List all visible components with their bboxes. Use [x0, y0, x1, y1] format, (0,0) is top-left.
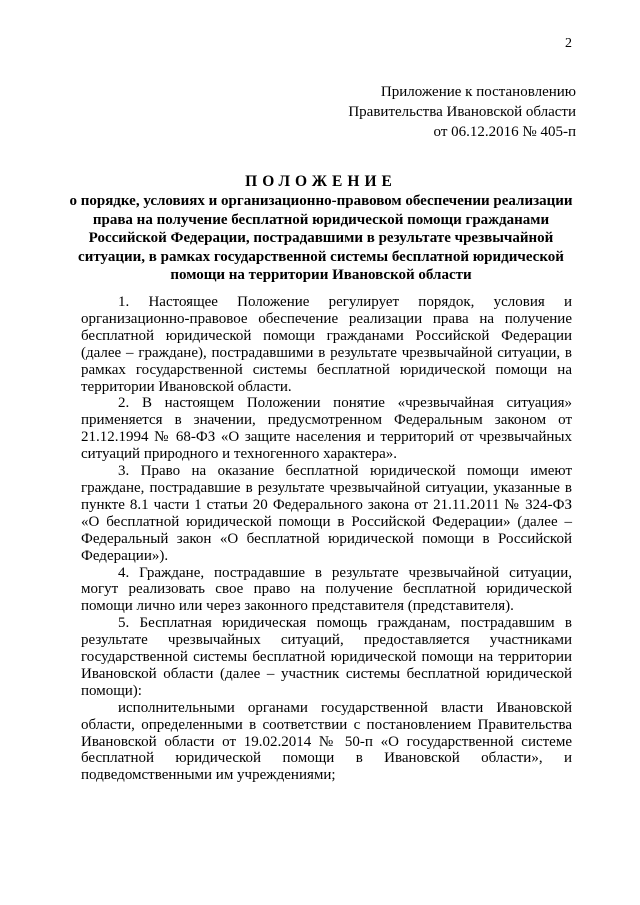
title-block — [66, 172, 576, 285]
paragraph: 2. В настоящем Положении понятие «чрезвычайная ситуация» применяется в значении, предусмотренном Федеральным законом от 21.12.1994 № 68-ФЗ «О защите населения и территорий от чрезвычайных ситуаций природного и техногенного характера». — [81, 395, 572, 463]
annex-line: Правительства Ивановской области — [348, 104, 576, 120]
paragraph: 1. Настоящее Положение регулирует порядок, условия и организационно-правовое обеспечение реализации права на получение бесплатной юридической помощи гражданами Российской Федерации (далее – граждане), пострадавшими в результате чрезвычайной ситуации, в рамках государственной системы бесплатной юридической помощи на территории Ивановской области. — [81, 294, 572, 395]
document-title: ПОЛОЖЕНИЕ — [245, 173, 397, 190]
paragraph: 3. Право на оказание бесплатной юридической помощи имеют граждане, пострадавшие в результате чрезвычайной ситуации, указанные в пункте 8.1 части 1 статьи 20 Федерального закона от 21.11.2011 № 324-ФЗ «О бесплатной юридической помощи в Российской Федерации» (далее – Федеральный закон «О бесплатной юридической помощи в Российской Федерации»). — [81, 463, 572, 564]
annex-line: от 06.12.2016 № 405-п — [433, 124, 576, 140]
annex-reference — [348, 82, 576, 142]
paragraph: 5. Бесплатная юридическая помощь гражданам, пострадавшим в результате чрезвычайных ситуаций, предоставляется участниками государственной системы бесплатной юридической помощи на территории Ивановской области (далее – участник системы бесплатной юридической помощи): — [81, 615, 572, 699]
paragraph: 4. Граждане, пострадавшие в результате чрезвычайной ситуации, могут реализовать свое право на получение бесплатной юридической помощи лично или через законного представителя (представителя). — [81, 564, 572, 615]
page-number: 2 — [565, 36, 572, 51]
document-body — [81, 294, 572, 784]
document-subtitle: о порядке, условиях и организационно-правовом обеспечении реализации права на получение бесплатной юридической помощи гражданами Российской Федерации, пострадавшими в результате чрезвычайной ситуации, в рамках государственной системы бесплатной юридической помощи на территории Ивановской области — [69, 193, 573, 283]
paragraph: исполнительными органами государственной власти Ивановской области, определенными в соответствии с постановлением Правительства Ивановской области от 19.02.2014 № 50-п «О государственной системе бесплатной юридической помощи в Ивановской области», и подведомственными им учреждениями; — [81, 699, 572, 784]
annex-line: Приложение к постановлению — [380, 84, 576, 100]
